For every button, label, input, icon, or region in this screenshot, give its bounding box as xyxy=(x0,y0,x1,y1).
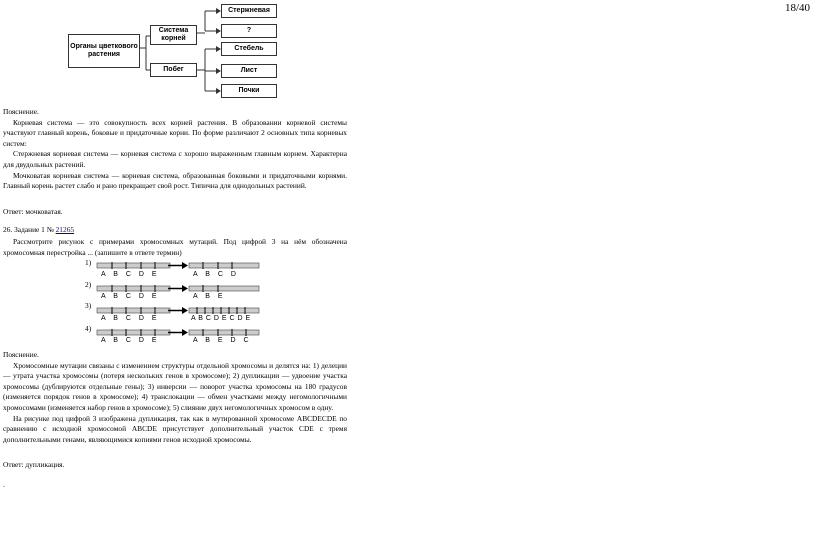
mutation-arrow xyxy=(168,262,188,269)
explanation-mutations xyxy=(3,350,347,445)
mutation-arrow xyxy=(168,307,188,314)
explanation-title: Пояснение. xyxy=(3,350,39,359)
mutated-chromosome xyxy=(189,307,259,314)
task-header-prefix: 26. Задание 1 № xyxy=(3,225,54,234)
mutated-genes: A B C D E C D E xyxy=(191,315,251,322)
task-link[interactable]: 21265 xyxy=(55,225,75,234)
original-chromosome xyxy=(97,307,170,314)
leaf-box: Лист xyxy=(221,64,277,78)
explanation-paragraph: Мочковатая корневая система — корневая система, образованная боковыми и придаточными корнями. Главный корень растет слабо и рано прекращает свой рост. Типична для однодольных растений. xyxy=(3,170,347,191)
explanation-paragraph: На рисунке под цифрой 3 изображена дупликация, так как в мутированной хромосоме ABCDECDE по сравнению с исходной хромосомой ABCDE присутствует дополнительный участок CDE с тремя дополнительными генами, являющимися копиями генов исходной хромосомы. xyxy=(3,413,347,444)
mutated-genes: A B C D xyxy=(193,271,236,278)
mutated-chromosome xyxy=(189,262,259,269)
organs-diagram xyxy=(0,0,816,100)
mutation-label: 2) xyxy=(85,280,92,289)
answer-text: Ответ: дупликация. xyxy=(3,460,65,469)
original-genes: A B C D E xyxy=(101,293,157,300)
taproot-box: Стержневая xyxy=(221,4,277,18)
mutation-figure xyxy=(0,255,300,355)
explanation-paragraph: Стержневая корневая система — корневая система с хорошо выраженным главным корнем. Характерна для двудольных растений. xyxy=(3,149,347,169)
explanation-root-system xyxy=(3,107,347,192)
mutated-chromosome xyxy=(189,285,259,292)
mutation-arrow xyxy=(168,329,188,336)
task-question: Рассмотрите рисунок с примерами хромосомных мутаций. Под цифрой 3 на нём обозначена хромосомная перестройка ... (запишите в ответе термин) xyxy=(3,237,347,257)
mutation-label: 1) xyxy=(85,258,92,267)
answer-text: Ответ: мочковатая. xyxy=(3,207,63,216)
mutation-label: 4) xyxy=(85,324,92,333)
original-genes: A B C D E xyxy=(101,271,157,278)
mutated-genes: A B E D C xyxy=(193,337,249,344)
original-genes: A B C D E xyxy=(101,315,157,322)
organs-box: Органы цветкового растения xyxy=(68,34,140,68)
task-header xyxy=(3,225,74,236)
original-chromosome xyxy=(97,329,170,336)
trailing-dot: . xyxy=(3,480,5,489)
original-chromosome xyxy=(97,285,170,292)
stem-box: Стебель xyxy=(221,42,277,56)
original-chromosome xyxy=(97,262,170,269)
buds-box: Почки xyxy=(221,84,277,98)
unknown-box: ? xyxy=(221,24,277,38)
mutated-genes: A B E xyxy=(193,293,223,300)
mutation-label: 3) xyxy=(85,301,92,310)
explanation-paragraph: Хромосомные мутации связаны с изменением структуры отдельной хромосомы и делятся на: 1) делеции — утрата участка хромосомы (потеря нескольких генов в хромосоме); 2) дупликации — удвоение участка хромосомы (дублируются отдельные гены); 3) инверсии — поворот участка хромосомы на 180 градусов (изменяется порядок генов в хромосоме); 4) транслокации — обмен участками между негомологичными хромосомами (изменяется набор генов в хромосоме); 5) слияние двух негомологичных хромосом в одну. xyxy=(3,360,347,412)
mutation-arrow xyxy=(168,285,188,292)
page-number: 18/40 xyxy=(784,2,810,14)
shoot-box: Побег xyxy=(150,63,197,77)
explanation-paragraph: Корневая система — это совокупность всех корней растения. В образовании корневой системы участвуют главный корень, боковые и придаточные корни. По форме различают 2 основных типа корневых систем: xyxy=(3,117,347,148)
root-system-box: Система корней xyxy=(150,25,197,45)
explanation-title: Пояснение. xyxy=(3,107,39,116)
original-genes: A B C D E xyxy=(101,337,157,344)
mutated-chromosome xyxy=(189,329,259,336)
